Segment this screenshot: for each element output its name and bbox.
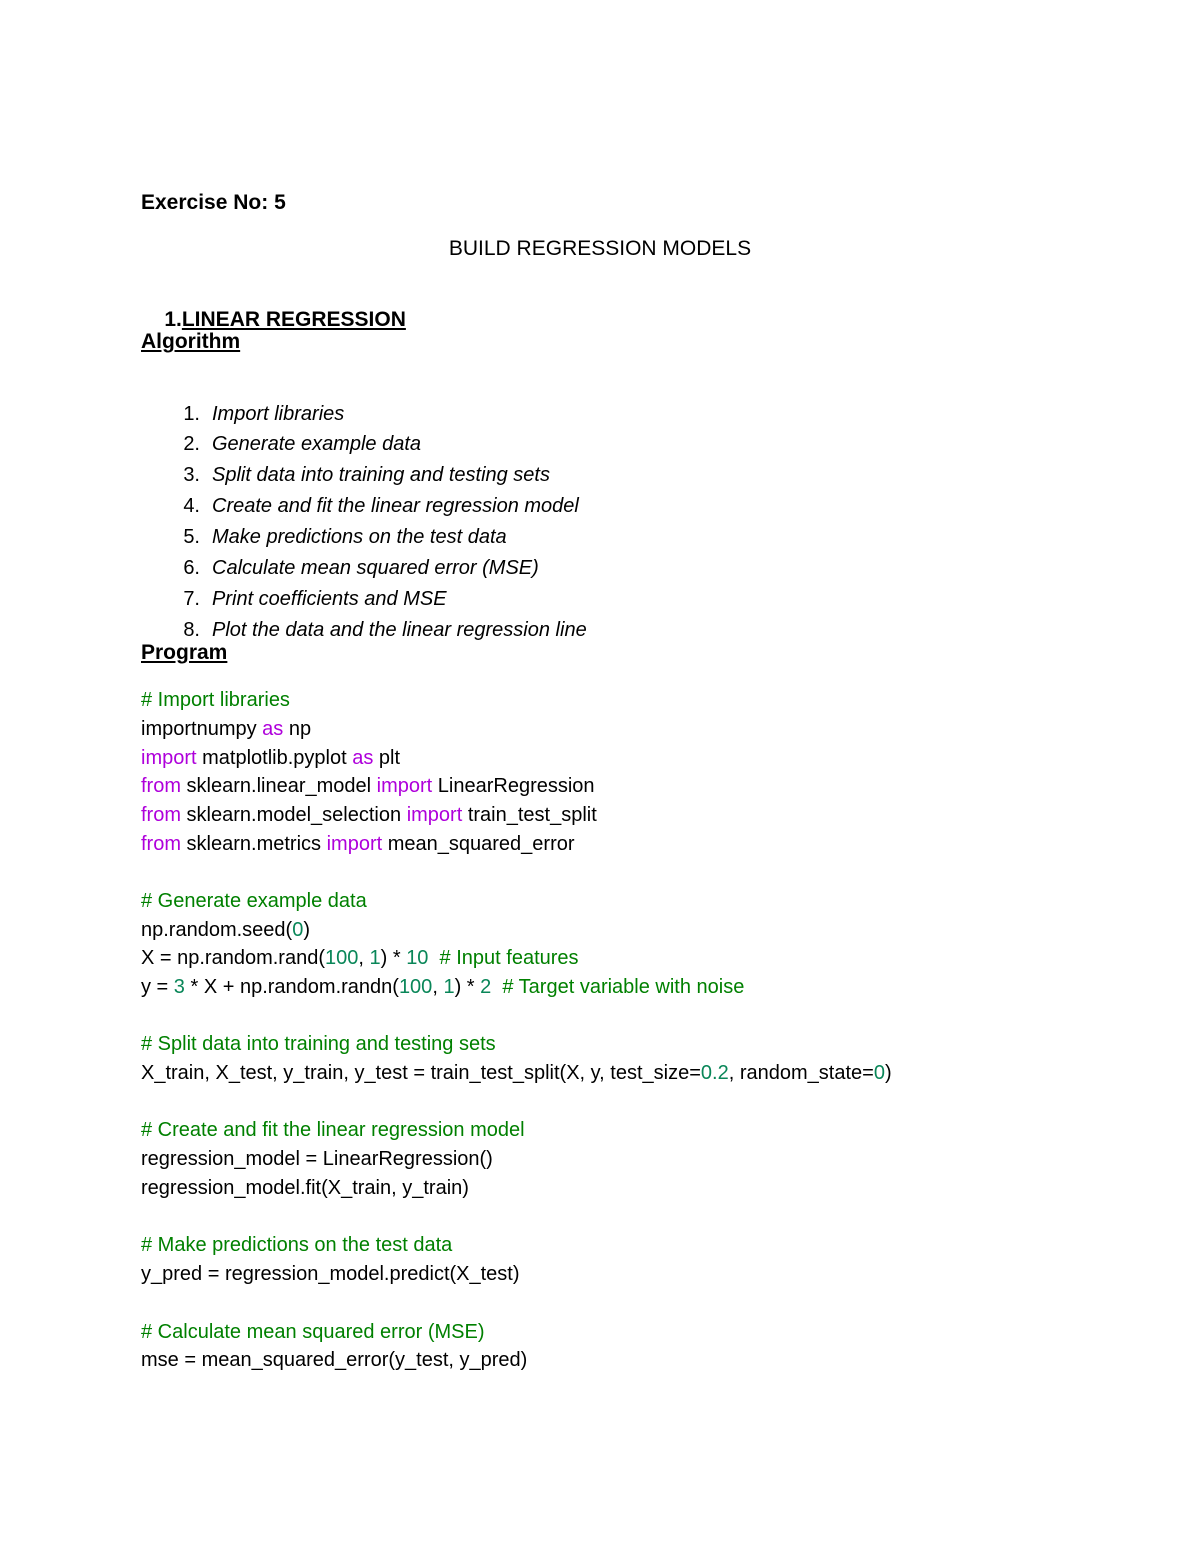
code-line: from sklearn.metrics import mean_squared_error [141, 833, 575, 855]
code-line: X = np.random.rand(100, 1) * 10 # Input features [141, 947, 579, 969]
code-line: # Create and fit the linear regression model [141, 1119, 525, 1141]
list-item: 2. Generate example data [183, 433, 422, 455]
code-line: X_train, X_test, y_train, y_test = train_test_split(X, y, test_size=0.2, random_state=0) [141, 1062, 892, 1084]
list-item: 3. Split data into training and testing sets [183, 464, 550, 486]
code-line: # Split data into training and testing sets [141, 1033, 496, 1055]
section-title: LINEAR REGRESSION [181, 308, 406, 331]
code-line: mse = mean_squared_error(y_test, y_pred) [141, 1349, 528, 1371]
code-line: # Calculate mean squared error (MSE) [141, 1321, 485, 1343]
code-line: from sklearn.model_selection import train_test_split [141, 804, 597, 826]
code-line: # Generate example data [141, 890, 367, 912]
code-line: y_pred = regression_model.predict(X_test) [141, 1263, 520, 1285]
code-line: from sklearn.linear_model import LinearRegression [141, 775, 595, 797]
code-line: import matplotlib.pyplot as plt [141, 747, 401, 769]
code-line: # Import libraries [141, 689, 290, 711]
list-item: 6. Calculate mean squared error (MSE) [183, 557, 539, 579]
list-item: 5. Make predictions on the test data [183, 526, 507, 548]
code-line: importnumpy as np [141, 718, 312, 740]
code-line: regression_model.fit(X_train, y_train) [141, 1177, 469, 1199]
code-line: np.random.seed(0) [141, 919, 310, 941]
exercise-label: Exercise No: 5 [141, 191, 286, 214]
list-item: 4. Create and fit the linear regression model [183, 495, 579, 517]
list-item: 8. Plot the data and the linear regression line [183, 619, 587, 641]
code-line: # Make predictions on the test data [141, 1234, 453, 1256]
list-item: 1. Import libraries [183, 403, 345, 425]
algorithm-heading: Algorithm [141, 330, 241, 353]
section-number: 1. [164, 308, 182, 331]
code-line: y = 3 * X + np.random.randn(100, 1) * 2 # Target variable with noise [141, 976, 745, 998]
list-item: 7. Print coefficients and MSE [183, 588, 447, 610]
program-heading: Program [141, 641, 228, 664]
document-title: BUILD REGRESSION MODELS [448, 237, 752, 260]
code-line: regression_model = LinearRegression() [141, 1148, 493, 1170]
